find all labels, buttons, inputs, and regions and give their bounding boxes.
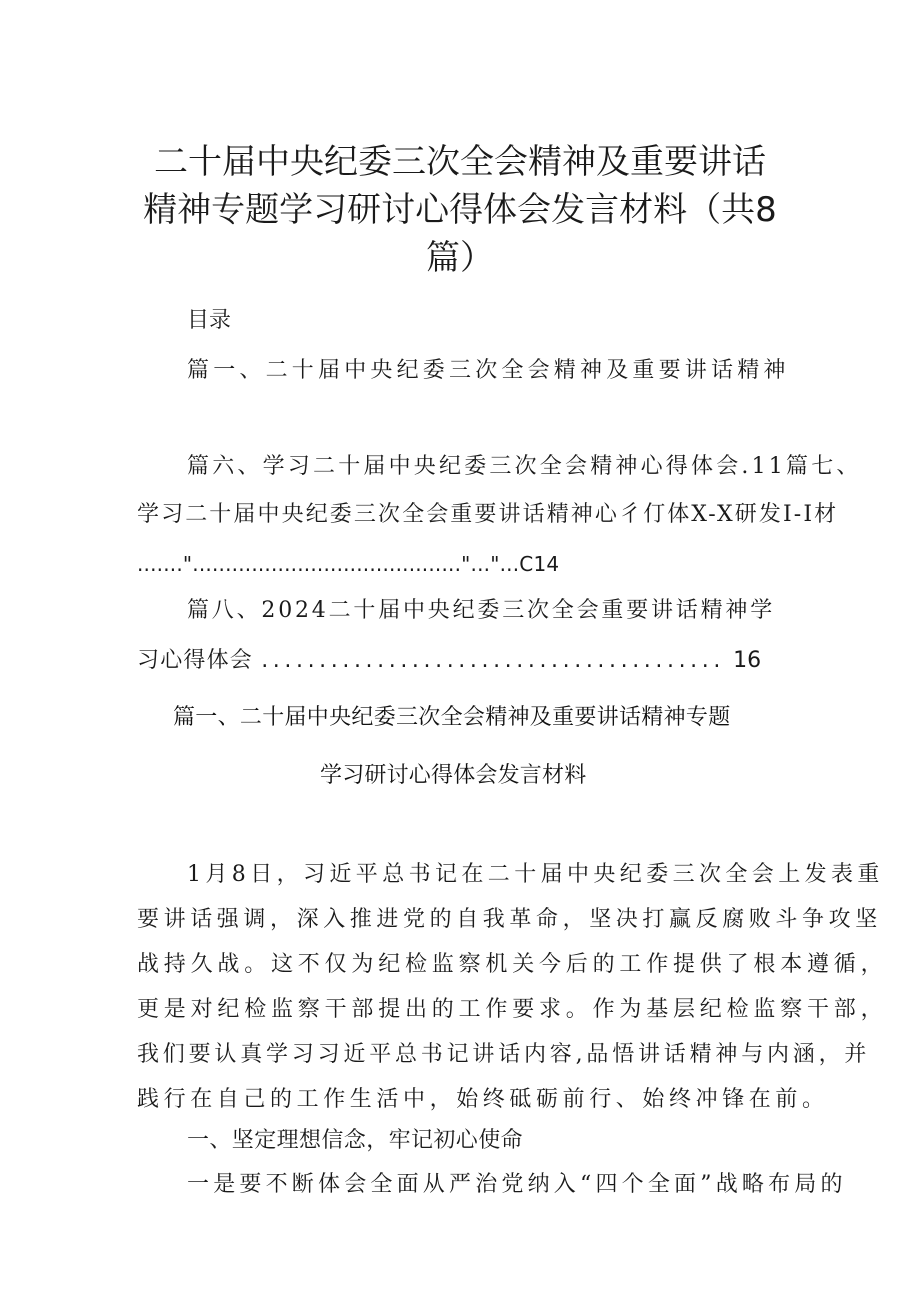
document-title <box>140 138 780 282</box>
title-line-1: 二十届中央纪委三次全会精神及重要讲话 <box>154 142 766 182</box>
paragraph-line-2: 要讲话强调，深入推进党的自我革命，坚决打赢反腐败斗争攻坚 <box>137 907 882 932</box>
toc-entry-1: 篇一、二十届中央纪委三次全会精神及重要讲话精神 <box>187 358 790 383</box>
paragraph-line-6: 践行在自己的工作生活中，始终砥砺前行、始终冲锋在前。 <box>137 1087 829 1112</box>
toc-entry-6-line-3: ......."........................................."..."...C14 <box>137 552 560 576</box>
paragraph-2-line-1: 一是要不断体会全面从严治党纳入“四个全面”战略布局的 <box>187 1172 847 1197</box>
paragraph-line-3: 战持久战。这不仅为纪检监察机关今后的工作提供了根本遵循， <box>137 952 888 977</box>
paragraph-line-4: 更是对纪检监察干部提出的工作要求。作为基层纪检监察干部， <box>137 997 888 1022</box>
section-title-line-1: 篇一、二十届中央纪委三次全会精神及重要讲话精神专题 <box>173 705 731 730</box>
section-heading-1: 一、坚定理想信念，牢记初心使命 <box>187 1128 524 1153</box>
toc-entry-8-line-1: 篇八、2024二十届中央纪委三次全会重要讲话精神学 <box>187 598 775 623</box>
paragraph-line-5: 我们要认真学习习近平总书记讲话内容,品悟讲话精神与内涵，并 <box>137 1042 871 1067</box>
toc-entry-8-line-2 <box>137 646 761 676</box>
toc-entry-8-text: 习心得体会 <box>137 648 254 673</box>
toc-leader-dots: ........................................ <box>261 648 725 673</box>
toc-entry-6-line-2: 学习二十届中央纪委三次全会重要讲话精神心彳仃体X-X研发I-I材 <box>137 502 839 527</box>
title-line-3: 篇） <box>426 238 494 278</box>
title-line-2: 精神专题学习研讨心得体会发言材料（共8 <box>143 190 777 230</box>
toc-page-number: 16 <box>733 648 762 673</box>
paragraph-line-1: 1月8日，习近平总书记在二十届中央纪委三次全会上发表重 <box>187 862 884 887</box>
toc-entry-6-line-1: 篇六、学习二十届中央纪委三次全会精神心得体会.11篇七、 <box>187 454 862 479</box>
toc-label: 目录 <box>187 308 232 333</box>
section-title-line-2: 学习研讨心得体会发言材料 <box>320 763 587 788</box>
